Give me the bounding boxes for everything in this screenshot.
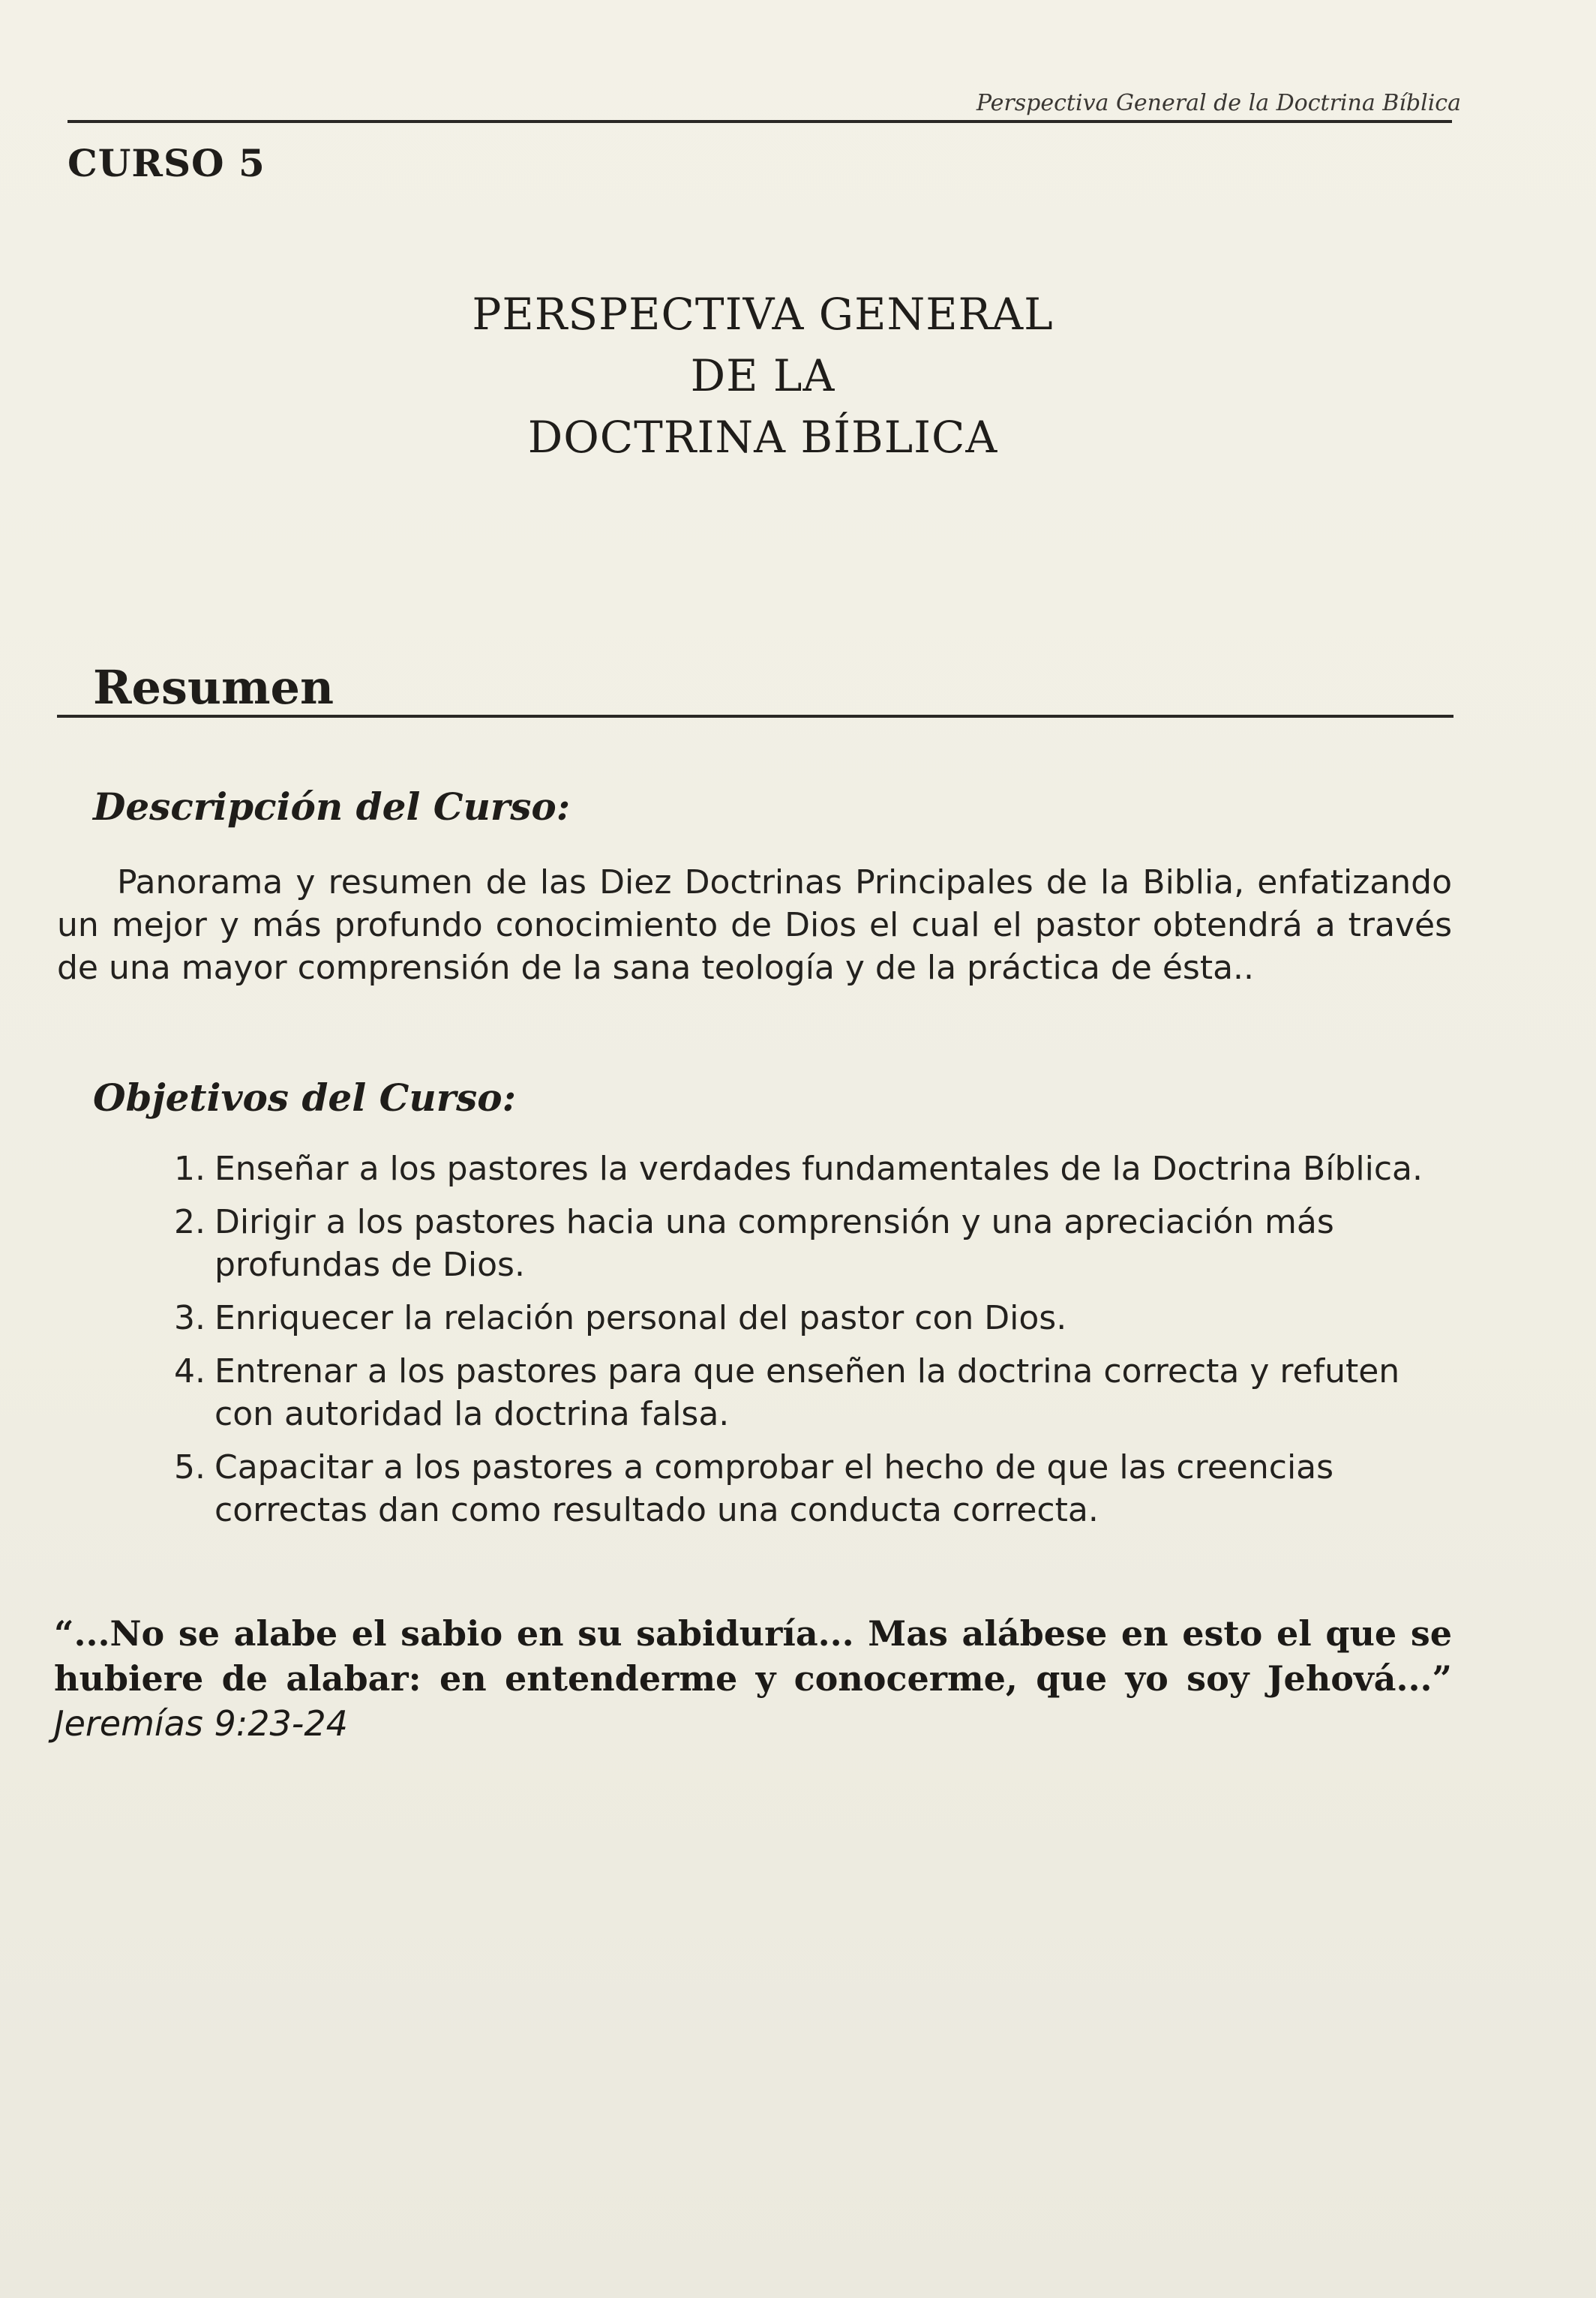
running-head: Perspectiva General de la Doctrina Bíblica	[976, 90, 1461, 116]
objective-text: Dirigir a los pastores hacia una comprensión y una apreciación más profundas de Dios.	[214, 1203, 1334, 1284]
section-rule	[57, 715, 1454, 718]
objective-number: 3.	[174, 1299, 206, 1337]
objective-number: 5.	[174, 1448, 206, 1486]
objective-item	[160, 1446, 1450, 1532]
objectives-list	[160, 1148, 1450, 1542]
section-heading: Resumen	[93, 660, 334, 715]
quote-text: “...No se alabe el sabio en su sabiduría... Mas alábese en esto el que se hubiere de alabar: en entenderme y conocerme, que yo soy Jehová...”	[54, 1613, 1452, 1699]
objective-text: Enseñar a los pastores la verdades fundamentales de la Doctrina Bíblica.	[214, 1150, 1423, 1188]
title-line-2: DE LA	[690, 350, 836, 401]
objective-item	[160, 1148, 1450, 1190]
title-line-3: DOCTRINA BÍBLICA	[527, 412, 998, 463]
course-label: CURSO 5	[68, 141, 266, 185]
objective-item	[160, 1201, 1450, 1286]
objective-number: 4.	[174, 1352, 206, 1390]
objectives-heading: Objetivos del Curso:	[93, 1076, 517, 1120]
objective-number: 2.	[174, 1203, 206, 1241]
header-rule	[68, 120, 1452, 123]
objective-text: Entrenar a los pastores para que enseñen la doctrina correcta y refuten con autoridad la doctrina falsa.	[214, 1352, 1400, 1433]
objective-text: Capacitar a los pastores a comprobar el hecho de que las creencias correctas dan como resultado una conducta correcta.	[214, 1448, 1334, 1529]
description-paragraph: Panorama y resumen de las Diez Doctrinas Principales de la Biblia, enfatizando un mejor y más profundo conocimiento de Dios el cual el pastor obtendrá a través de una mayor comprensión de la sana teología y de la práctica de ésta..	[57, 863, 1452, 987]
scripture-quote	[54, 1611, 1452, 1746]
document-title	[0, 284, 1526, 468]
objective-number: 1.	[174, 1150, 206, 1188]
objective-item	[160, 1297, 1450, 1340]
quote-reference: Jeremías 9:23-24	[54, 1703, 348, 1744]
description-heading: Descripción del Curso:	[93, 784, 571, 829]
objective-text: Enriquecer la relación personal del pastor con Dios.	[214, 1299, 1067, 1337]
title-line-1: PERSPECTIVA GENERAL	[472, 289, 1054, 340]
objective-item	[160, 1350, 1450, 1436]
